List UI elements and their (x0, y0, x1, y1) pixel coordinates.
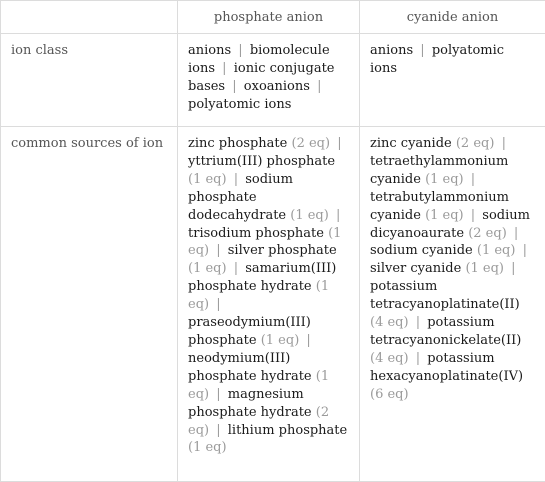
phosphate-ion-class-cell (178, 34, 360, 127)
column-header-phosphate: phosphate anion (178, 1, 360, 34)
compound-name: zinc phosphate (188, 136, 287, 151)
list-item (188, 423, 347, 456)
equivalents: (2 eq) (188, 405, 329, 438)
separator: | (333, 208, 343, 223)
separator: | (213, 297, 223, 312)
equivalents: (1 eq) (425, 208, 464, 223)
compound-name: magnesium phosphate hydrate (188, 387, 312, 420)
compound-name: sodium cyanide (370, 243, 473, 258)
equivalents: (1 eq) (188, 172, 227, 187)
separator: | (511, 226, 521, 241)
equivalents: (1 eq) (188, 369, 329, 402)
separator: | (235, 43, 245, 58)
equivalents: (1 eq) (261, 333, 300, 348)
compound-name: silver phosphate (228, 243, 337, 258)
separator: | (468, 208, 478, 223)
separator: | (413, 351, 423, 366)
compound-name: neodymium(III) phosphate hydrate (188, 351, 312, 384)
table-row (1, 34, 545, 127)
separator: | (231, 261, 241, 276)
separator: | (417, 43, 427, 58)
separator: | (508, 261, 518, 276)
equivalents: (1 eq) (465, 261, 504, 276)
list-item: polyatomic ions (188, 97, 291, 112)
separator: | (213, 387, 223, 402)
compound-name: sodium dicyanoaurate (370, 208, 530, 241)
list-item: anions (370, 43, 413, 58)
compound-name: yttrium(III) phosphate (188, 154, 335, 169)
compound-name: sodium phosphate dodecahydrate (188, 172, 293, 223)
compound-name: trisodium phosphate (188, 226, 324, 241)
list-item (370, 136, 494, 151)
list-item: anions (188, 43, 231, 58)
compound-name: zinc cyanide (370, 136, 452, 151)
list-item (370, 243, 515, 258)
list-item: ionic conjugate bases (188, 61, 335, 94)
corner-cell (1, 1, 178, 34)
equivalents: (1 eq) (425, 172, 464, 187)
header-row (1, 1, 545, 34)
equivalents: (1 eq) (188, 261, 227, 276)
phosphate-sources-cell (178, 127, 360, 482)
list-item (188, 315, 311, 348)
equivalents: (1 eq) (188, 279, 329, 312)
equivalents: (4 eq) (370, 315, 409, 330)
list-item (370, 154, 508, 187)
compound-name: potassium hexacyanoplatinate(IV) (370, 351, 523, 384)
separator: | (499, 136, 509, 151)
list-item: oxoanions (244, 79, 310, 94)
compound-name: lithium phosphate (228, 423, 347, 438)
equivalents: (4 eq) (370, 351, 409, 366)
separator: | (468, 172, 478, 187)
equivalents: (1 eq) (290, 208, 329, 223)
cyanide-ion-class-cell (360, 34, 545, 127)
equivalents: (2 eq) (468, 226, 507, 241)
equivalents: (1 eq) (188, 440, 227, 455)
cyanide-sources-cell (360, 127, 545, 482)
separator: | (213, 423, 223, 438)
table-row (1, 127, 545, 482)
compound-name: potassium tetracyanoplatinate(II) (370, 279, 520, 312)
list-item (188, 136, 330, 151)
separator: | (520, 243, 530, 258)
separator: | (334, 136, 344, 151)
separator: | (231, 172, 241, 187)
compound-name: silver cyanide (370, 261, 461, 276)
separator: | (213, 243, 223, 258)
separator: | (229, 79, 239, 94)
compound-name: tetrabutylammonium cyanide (370, 190, 509, 223)
equivalents: (2 eq) (292, 136, 331, 151)
equivalents: (2 eq) (456, 136, 495, 151)
compound-name: samarium(III) phosphate hydrate (188, 261, 336, 294)
separator: | (314, 79, 324, 94)
compound-name: potassium tetracyanonickelate(II) (370, 315, 521, 348)
separator: | (303, 333, 313, 348)
separator: | (413, 315, 423, 330)
row-label-ion-class: ion class (1, 34, 178, 127)
list-item: biomolecule ions (188, 43, 330, 76)
equivalents: (1 eq) (188, 226, 341, 259)
compound-name: tetraethylammonium cyanide (370, 154, 508, 187)
list-item (370, 261, 504, 276)
separator: | (219, 61, 229, 76)
row-label-common-sources: common sources of ion (1, 127, 178, 482)
equivalents: (6 eq) (370, 387, 409, 402)
list-item: polyatomic ions (370, 43, 504, 76)
column-header-cyanide: cyanide anion (360, 1, 545, 34)
equivalents: (1 eq) (477, 243, 516, 258)
compound-name: praseodymium(III) phosphate (188, 315, 311, 348)
